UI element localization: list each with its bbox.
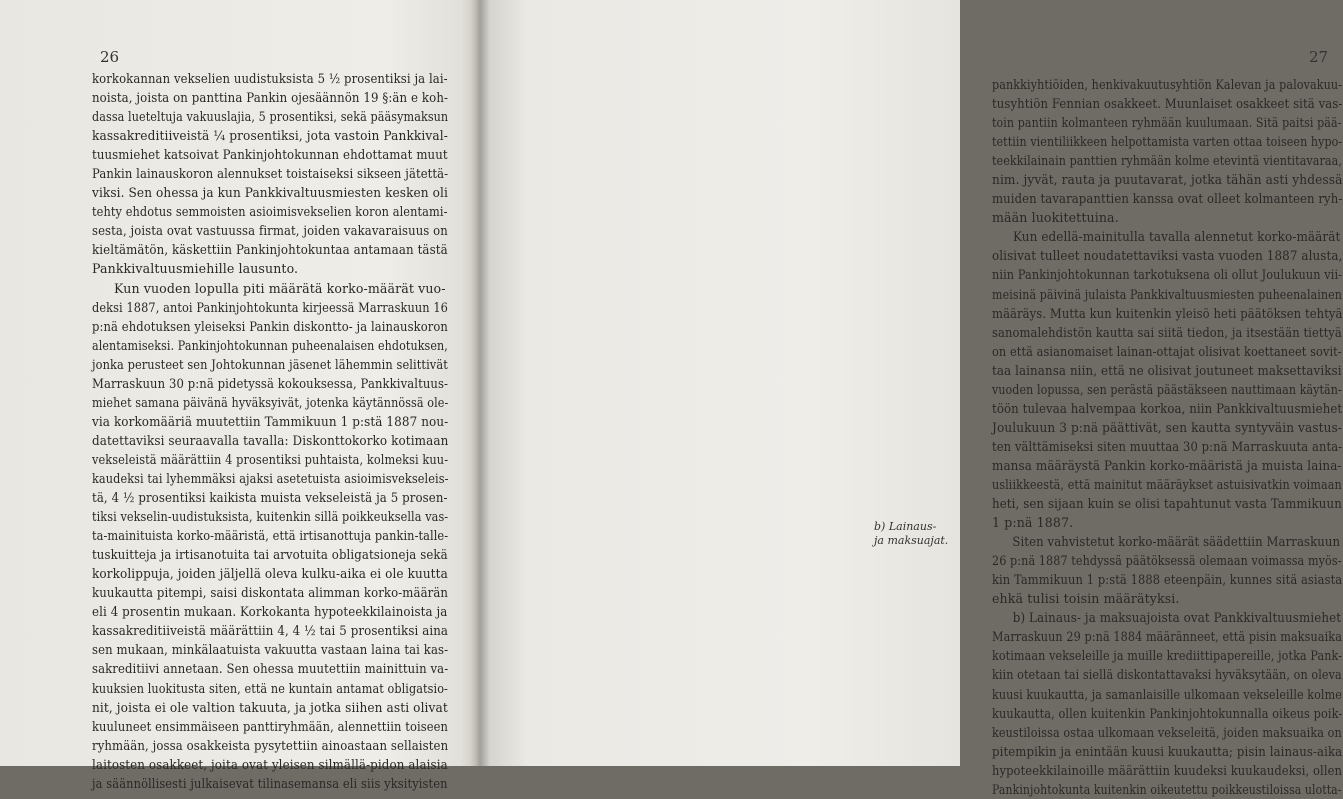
text-line: kuukautta pitempi, saisi diskontata alimman korko-määrän [92, 585, 449, 601]
text-line: pitempikin ja enintään kuusi kuukautta; pisin lainaus-aika [992, 743, 1343, 759]
margin-note-line: b) Lainaus- [874, 520, 937, 533]
text-line: pankkiyhtiöiden, henkivakuutusyhtiön Kalevan ja palovakuu- [992, 77, 1343, 92]
text-line: kuuluneet ensimmäiseen panttiryhmään, alennettiin toiseen [92, 718, 449, 734]
text-line: muiden tavarapanttien kanssa ovat olleet kolmanteen ryh- [992, 191, 1343, 207]
text-line: töön tulevaa halvempaa korkoa, niin Pankkivaltuusmiehet [992, 400, 1343, 416]
text-line: sakreditiivi annetaan. Sen ohessa muutettiin mainittuin va- [92, 661, 449, 677]
text-line: Kun edellä-mainitulla tavalla alennetut korko-määrät [1012, 229, 1341, 245]
text-line: tä, 4 ½ prosentiksi kaikista muista vekseleistä ja 5 prosen- [92, 490, 448, 506]
text-line: tettiin vientiliikkeen helpottamista varten ottaa toiseen hypo- [992, 134, 1343, 150]
text-line: datettaviksi seuraavalla tavalla: Diskonttokorko kotimaan [92, 432, 449, 448]
text-line: tiksi vekselin-uudistuksista, kuitenkin sillä poikkeuksella vas- [92, 509, 449, 525]
text-line: Marraskuun 29 p:nä 1884 määränneet, että pisin maksuaika [992, 629, 1342, 645]
text-line: on että asianomaiset lainan-ottajat olisivat koettaneet sovit- [992, 343, 1342, 359]
text-line: mään luokitettuina. [992, 210, 1119, 226]
text-line: sanomalehdistön kautta sai siitä tiedon, ja itsestään tiettyä [992, 324, 1342, 340]
text-line: vekseleistä määrättiin 4 prosentiksi puhtaista, kolmeksi kuu- [92, 451, 449, 467]
left-page [0, 0, 478, 791]
text-line: ryhmään, jossa osakkeista pysytettiin ainoastaan sellaisten [92, 737, 449, 753]
text-line: vuoden lopussa, sen perästä päästäkseen nauttimaan käytän- [992, 381, 1342, 397]
text-line: taa lainansa niin, että ne olisivat joutuneet maksettaviksi [992, 362, 1342, 378]
text-line: tuusmiehet katsoivat Pankinjohtokunnan ehdottamat muut [92, 147, 448, 163]
left-page-text [92, 69, 448, 793]
text-line: usliikkeestä, että mainitut määräykset astuisivatkin voimaan [992, 476, 1342, 492]
text-line: heti, sen sijaan kuin se olisi tapahtunut vasta Tammikuun [992, 496, 1342, 512]
text-line: ehkä tulisi toisin määrätyksi. [992, 591, 1180, 607]
text-line: laitosten osakkeet, joita ovat yleisen silmällä-pidon alaisia [92, 756, 448, 772]
text-line: teekkilainain panttien ryhmään kolme etevintä vientitavaraa, [992, 153, 1342, 169]
right-page-text [992, 75, 1342, 799]
text-line: sesta, joista ovat vastuussa firmat, joiden vakavaraisuus on [92, 223, 448, 239]
text-line: kotimaan vekseleille ja muille krediittipapereille, jotka Pank- [992, 648, 1343, 664]
text-line: tehty ehdotus semmoisten asioimisvekselien koron alentami- [92, 204, 448, 220]
text-line: Pankkivaltuusmiehille lausunto. [92, 261, 299, 277]
text-line: meisinä päivinä julaista Pankkivaltuusmiesten puheenalainen [992, 286, 1343, 302]
text-line: Pankin lainauskoron alennukset toistaiseksi sikseen jätettä- [92, 166, 449, 182]
left-page-number: 26 [100, 48, 120, 66]
text-line: Siten vahvistetut korko-määrät säädettiin Marraskuun [1012, 534, 1341, 550]
text-line: miehet samana päivänä hyväksyivät, jotenka käytännössä ole- [92, 394, 449, 410]
text-line: kuuksien luokitusta siten, että ne kuntain antamat obligatsio- [92, 680, 448, 696]
text-line: keustiloissa ostaa ulkomaan vekseleitä, joiden maksuaika on [992, 724, 1342, 740]
text-line: ta-mainituista korko-määristä, että irtisanottuja pankin-talle- [92, 528, 449, 544]
text-line: kaudeksi tai lyhemmäksi ajaksi asetetuista asioimisvekseleis- [92, 470, 449, 486]
text-line: korkolippuja, joiden jäljellä oleva kulku-aika ei ole kuutta [92, 566, 448, 582]
margin-note-line: ja maksuajat. [874, 534, 949, 547]
margin-note [874, 520, 948, 548]
text-line: tusyhtiön Fennian osakkeet. Muunlaiset osakkeet sitä vas- [992, 96, 1343, 112]
text-line: Kun vuoden lopulla piti määrätä korko-määrät vuo- [114, 280, 446, 296]
text-line: nit, joista ei ole valtion takuuta, ja jotka siihen asti olivat [92, 699, 448, 715]
text-line: Joulukuun 3 p:nä päättivät, sen kautta syntyväin vastus- [992, 419, 1343, 435]
text-line: ten välttämiseksi siten muuttaa 30 p:nä Marraskuuta anta- [992, 438, 1343, 454]
right-page-number: 27 [1309, 48, 1329, 66]
text-line: dassa lueteltuja vakuuslajia, 5 prosentiksi, sekä pääsymaksun [92, 109, 449, 125]
right-page [480, 0, 1343, 797]
text-line: noista, joista on panttina Pankin ojesäännön 19 §:än e koh- [92, 90, 449, 106]
text-line: eli 4 prosentin mukaan. Korkokanta hypoteekkilainoista ja [92, 604, 448, 620]
text-line: alentamiseksi. Pankinjohtokunnan puheenalaisen ehdotuksen, [92, 337, 448, 353]
text-line: kuusi kuukautta, ja samanlaisille ulkomaan vekseleille kolme [992, 686, 1342, 702]
text-line: korkokannan vekselien uudistuksista 5 ½ prosentiksi ja lai- [92, 71, 448, 86]
text-line: 1 p:nä 1887. [992, 515, 1074, 531]
text-line: toin pantiin kolmanteen ryhmään kuulumaan. Sitä paitsi pää- [992, 115, 1342, 131]
text-line: olisivat tulleet noudatettaviksi vasta vuoden 1887 alusta, [992, 248, 1343, 264]
text-line: kin Tammikuun 1 p:stä 1888 eteenpäin, kunnes sitä asiasta [992, 572, 1343, 588]
text-line: b) Lainaus- ja maksuajoista ovat Pankkivaltuusmiehet [1012, 610, 1342, 626]
text-line: sen mukaan, minkälaatuista vakuutta vastaan laina tai kas- [92, 642, 449, 658]
text-line: Marraskuun 30 p:nä pidetyssä kokouksessa, Pankkivaltuus- [92, 375, 449, 391]
text-line: tuskuitteja ja irtisanotuita tai arvotuita obligatsioneja sekä [92, 547, 448, 563]
text-line: mansa määräystä Pankin korko-määristä ja muista laina- [992, 457, 1342, 473]
text-line: kassakreditiiveistä ¼ prosentiksi, jota vastoin Pankkival- [92, 128, 448, 144]
text-line: Pankinjohtokunta kuitenkin oikeutettu poikkeustiloissa ulotta- [992, 781, 1342, 797]
text-line: kassakreditiiveistä määrättiin 4, 4 ½ tai 5 prosentiksi aina [92, 623, 449, 639]
text-line: hypoteekkilainoille määrättiin kuudeksi kuukaudeksi, ollen [992, 762, 1343, 778]
text-line: 26 p:nä 1887 tehdyssä päätöksessä olemaan voimassa myös- [992, 553, 1342, 569]
text-line: kiin otetaan tai siellä diskontattavaksi hyväksytään, on oleva [992, 667, 1342, 683]
text-line: via korkomääriä muutettiin Tammikuun 1 p:stä 1887 nou- [92, 413, 449, 429]
text-line: nim. jyvät, rauta ja puutavarat, jotka tähän asti yhdessä [992, 172, 1343, 188]
text-line: viksi. Sen ohessa ja kun Pankkivaltuusmiesten kesken oli [92, 185, 448, 201]
text-line: jonka perusteet sen Johtokunnan jäsenet lähemmin selittivät [92, 356, 448, 372]
text-line: deksi 1887, antoi Pankinjohtokunta kirjeessä Marraskuun 16 [92, 299, 448, 315]
text-line: kieltämätön, käskettiin Pankinjohtokuntaa antamaan tästä [92, 242, 448, 258]
text-line: ja säännöllisesti julkaisevat tilinasemansa eli siis yksityisten [92, 775, 448, 791]
text-line: määräys. Mutta kun kuitenkin yleisö heti päätöksen tehtyä [992, 305, 1343, 321]
text-line: p:nä ehdotuksen yleiseksi Pankin diskontto- ja lainauskoron [92, 318, 448, 334]
text-line: niin Pankinjohtokunnan tarkotuksena oli ollut Joulukuun vii- [992, 267, 1343, 283]
text-line: kuukautta, ollen kuitenkin Pankinjohtokunnalla oikeus poik- [992, 705, 1343, 721]
